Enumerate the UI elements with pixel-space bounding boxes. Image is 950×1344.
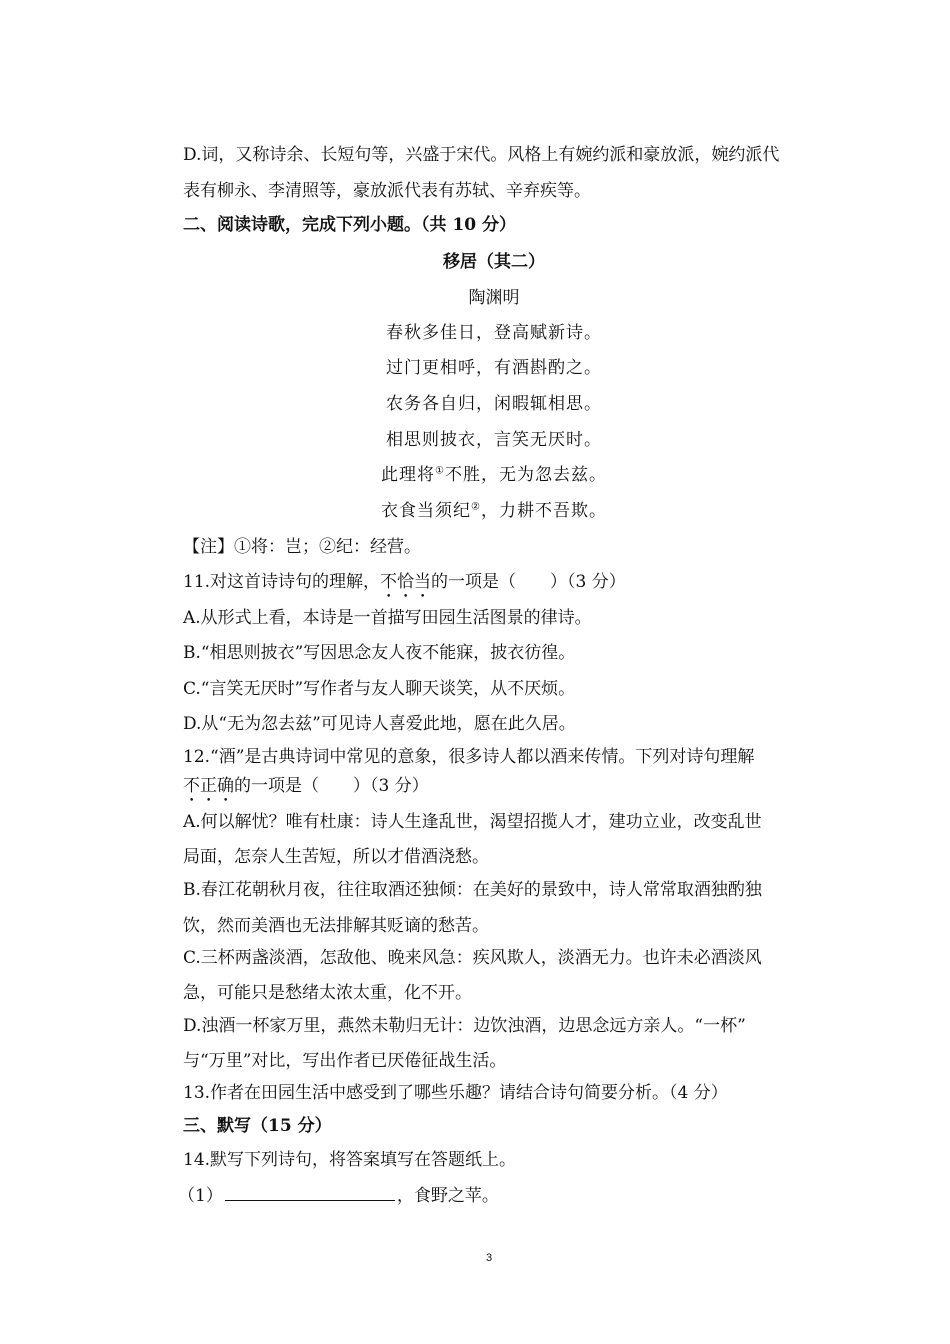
- q12-stem-line1: 12.“酒”是古典诗词中常见的意象，很多诗人都以酒来传情。下列对诗句理解: [183, 747, 755, 767]
- option-d-line2: 表有柳永、李清照等，豪放派代表有苏轼、辛弃疾等。: [183, 181, 591, 201]
- poem-author: 陶渊明: [468, 288, 520, 308]
- poem-line-6: [0, 499, 950, 523]
- footnote-marker-1: ①: [435, 465, 445, 477]
- q11-stem-b: 的一项是（ ）（3 分）: [431, 572, 626, 592]
- q11-option-d: D.从“无为忽去兹”可见诗人喜爱此地，愿在此久居。: [183, 714, 576, 734]
- section-three-heading: 三、默写（15 分）: [183, 1116, 332, 1136]
- q12-stem-b: 的一项是（ ）（3 分）: [234, 776, 429, 796]
- q12-emphasis: 不正确: [183, 776, 234, 796]
- q14-item-1-text: ，食野之苹。: [396, 1186, 499, 1206]
- poem-line-5-b: 不胜，无为忽去兹。: [444, 465, 607, 485]
- q14-item-1-number: （1）: [178, 1186, 223, 1206]
- poem-line-1: 春秋多佳日，登高赋新诗。: [386, 323, 602, 343]
- q12-option-b-line1: B.春江花朝秋月夜，往往取酒还独倾：在美好的景致中，诗人常常取酒独酌独: [183, 880, 762, 900]
- poem-line-5: [0, 463, 950, 487]
- q12-stem-line2: [183, 774, 429, 806]
- q12-option-c-line2: 急，可能只是愁绪太浓太重，化不开。: [183, 983, 472, 1003]
- poem-line-6-b: ，力耕不吾欺。: [480, 501, 607, 521]
- q12-option-a-line2: 局面，怎奈人生苦短，所以才借酒浇愁。: [183, 847, 489, 867]
- q13-stem: 13.作者在田园生活中感受到了哪些乐趣？请结合诗句简要分析。（4 分）: [183, 1083, 728, 1103]
- footnote-marker-2: ②: [471, 501, 481, 513]
- answer-blank[interactable]: [225, 1183, 395, 1201]
- poem-line-4: 相思则披衣，言笑无厌时。: [386, 430, 602, 450]
- q11-stem-a: 11.对这首诗诗句的理解，: [183, 572, 381, 592]
- poem-line-5-a: 此理将: [381, 465, 436, 485]
- poem-line-2: 过门更相呼，有酒斟酌之。: [386, 358, 602, 378]
- poem-line-3: 农务各自归，闲暇辄相思。: [386, 394, 602, 414]
- poem-line-6-a: 衣食当须纪: [381, 501, 472, 521]
- q12-option-c-line1: C.三杯两盏淡酒，怎敌他、晚来风急：疾风欺人，淡酒无力。也许未必酒淡风: [183, 948, 762, 968]
- q12-option-d-line2: 与“万里”对比，写出作者已厌倦征战生活。: [183, 1051, 507, 1071]
- q11-option-b: B.“相思则披衣”写因思念友人夜不能寐，披衣彷徨。: [183, 643, 576, 663]
- page-number: 3: [485, 1252, 493, 1264]
- q12-option-d-line1: D.浊酒一杯家万里，燕然未勒归无计：边饮浊酒，边思念远方亲人。“一杯”: [183, 1016, 746, 1036]
- q12-option-b-line2: 饮，然而美酒也无法排解其贬谪的愁苦。: [183, 916, 489, 936]
- q11-option-a: A.从形式上看，本诗是一首描写田园生活图景的律诗。: [183, 608, 592, 628]
- section-two-heading: 二、阅读诗歌，完成下列小题。（共 10 分）: [183, 215, 516, 235]
- poem-note: 【注】①将：岂；②纪：经营。: [183, 537, 421, 557]
- option-d-line1: D.词，又称诗余、长短句等，兴盛于宋代。风格上有婉约派和豪放派，婉约派代: [183, 145, 780, 165]
- q11-option-c: C.“言笑无厌时”写作者与友人聊天谈笑，从不厌烦。: [183, 679, 576, 699]
- q11-stem: [183, 570, 626, 602]
- poem-title: 移居（其二）: [443, 252, 545, 272]
- q12-option-a-line1: A.何以解忧？唯有杜康：诗人生逢乱世，渴望招揽人才，建功立业，改变乱世: [183, 812, 762, 832]
- q14-stem: 14.默写下列诗句，将答案填写在答题纸上。: [183, 1150, 517, 1170]
- q11-emphasis: 不恰当: [380, 572, 432, 592]
- q14-item-1: [178, 1183, 499, 1208]
